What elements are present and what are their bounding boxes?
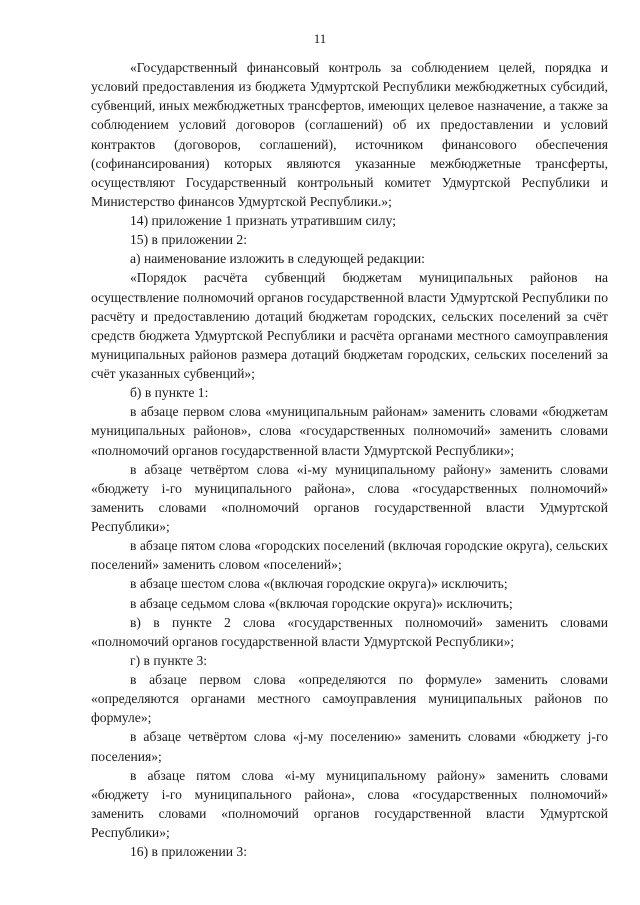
paragraph-15b-abz5: в абзаце пятом слова «городских поселений (включая городские округа), сельских поселений» заменить словом «поселений»; [91, 538, 608, 573]
paragraph-15b: б) в пункте 1: [130, 385, 209, 401]
paragraph-15g-abz1: в абзаце первом слова «определяются по формуле» заменить словами «определяются органами местного самоуправления муниципальных районов по формуле»; [91, 672, 608, 726]
paragraph-control-definition: «Государственный финансовый контроль за соблюдением целей, порядка и условий предоставления из бюджета Удмуртской Республики межбюджетных субсидий, субвенций, иных межбюджетных трансфертов, имеющих целевое назначение, а также за соблюдением условий договоров (соглашений) об их предоставлении и условий контрактов (договоров, соглашений), источником финансового обеспечения (софинансирования) которых являются указанные межбюджетные трансферты, осуществляют Государственный контрольный комитет Удмуртской Республики и Министерство финансов Удмуртской Республики.»; [91, 60, 608, 209]
paragraph-15g: г) в пункте 3: [130, 652, 208, 668]
paragraph-15v: в) в пункте 2 слова «государственных полномочий» заменить словами «полномочий органов государственной власти Удмуртской Республики»; [91, 614, 608, 649]
page-number: 11 [313, 31, 327, 46]
paragraph-new-title: «Порядок расчёта субвенций бюджетам муниципальных районов на осуществление полномочий органов государственной власти Удмуртской Республики по расчёту и предоставлению дотаций бюджетам городских, сельских поселений за счёт средств бюджета Удмуртской Республики и расчёта органами местного самоуправления муниципальных районов размера дотаций бюджетам городских, сельских поселений за счёт указанных субвенций»; [91, 270, 608, 381]
paragraph-15b-abz7: в абзаце седьмом слова «(включая городские округа)» исключить; [130, 595, 513, 611]
paragraph-15b-abz4: в абзаце четвёртом слова «i-му муниципальному району» заменить словами «бюджету i-го муниципального района», слова «государственных полномочий» заменить словами «полномочий органов государственной власти Удмуртской Республики»; [91, 461, 608, 534]
paragraph-item-16: 16) в приложении 3: [130, 844, 247, 860]
paragraph-item-15: 15) в приложении 2: [130, 232, 247, 248]
paragraph-item-14: 14) приложение 1 признать утратившим силу; [130, 213, 396, 228]
paragraph-15g-abz4: в абзаце четвёртом слова «j-му поселению» заменить словами «бюджету j-го поселения»; [91, 729, 608, 764]
document-body [91, 58, 608, 861]
paragraph-15b-abz6: в абзаце шестом слова «(включая городские округа)» исключить; [130, 576, 508, 592]
paragraph-15g-abz5: в абзаце пятом слова «i-му муниципальному району» заменить словами «бюджету i-го муниципального района», слова «государственных полномочий» заменить словами «полномочий органов государственной власти Удмуртской Республики»; [91, 767, 608, 840]
paragraph-15a: а) наименование изложить в следующей редакции: [130, 251, 425, 267]
paragraph-15b-abz1: в абзаце первом слова «муниципальным районам» заменить словами «бюджетам муниципальных районов», слова «государственных полномочий» заменить словами «полномочий органов государственной власти Удмуртской Республики»; [91, 404, 608, 458]
